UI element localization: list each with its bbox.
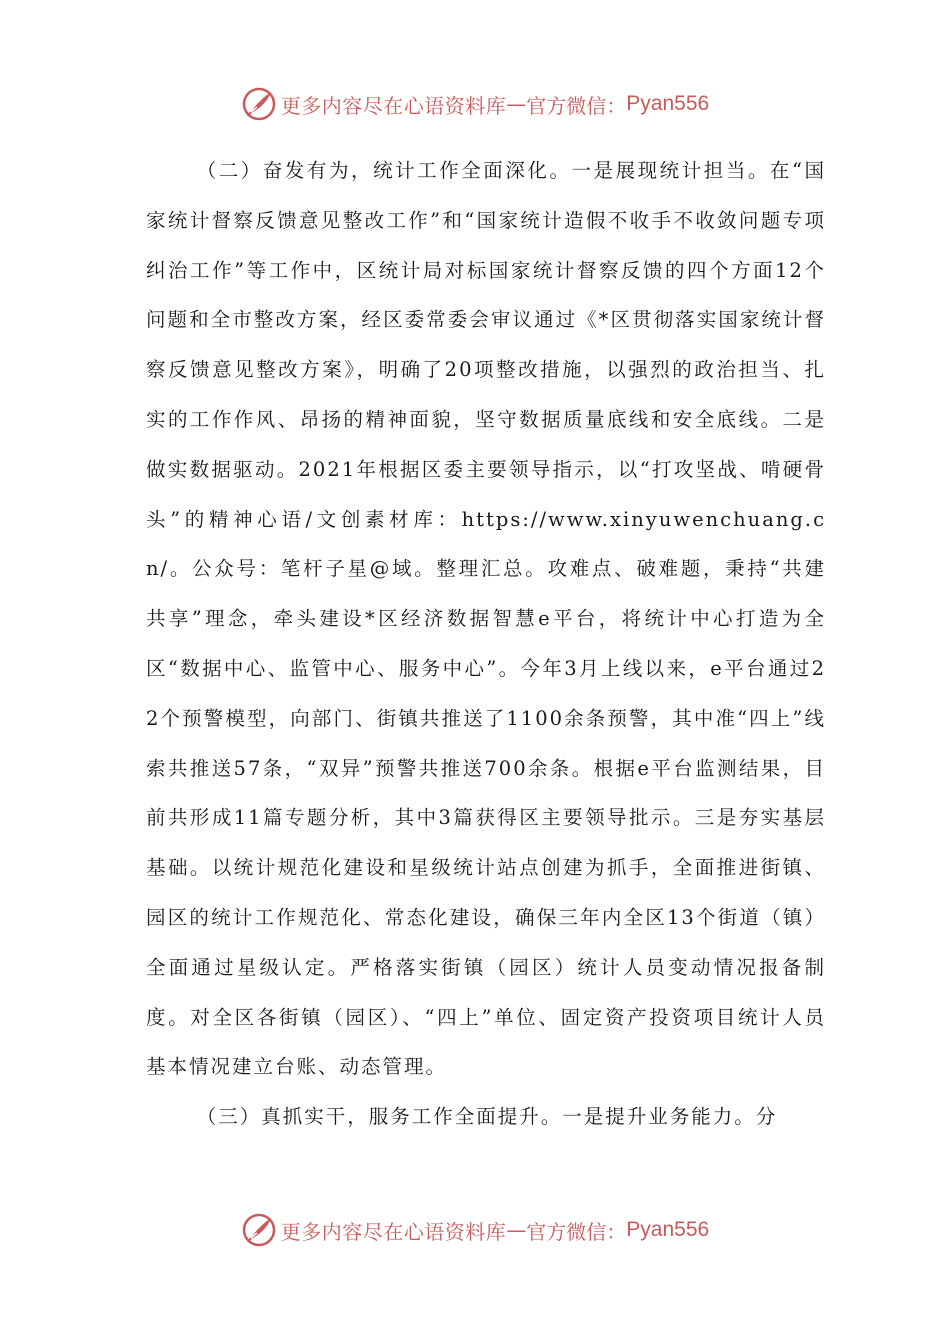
banner-title: 更多内容尽在心语资料库 bbox=[280, 1219, 507, 1244]
banner-wechat-id: Pyan556 bbox=[626, 1218, 710, 1241]
header-banner bbox=[0, 82, 950, 126]
paragraph-section-three: （三）真抓实干，服务工作全面提升。一是提升业务能力。分 bbox=[196, 1105, 778, 1129]
banner-wechat-label: 官方微信： bbox=[526, 93, 627, 118]
banner-title: 更多内容尽在心语资料库 bbox=[280, 93, 507, 118]
banner-separator: — bbox=[506, 1218, 527, 1242]
document-body bbox=[146, 146, 826, 1142]
banner-wechat-id: Pyan556 bbox=[626, 92, 710, 115]
banner-wechat-label: 官方微信： bbox=[526, 1219, 627, 1244]
banner-separator: — bbox=[506, 92, 527, 116]
paragraph-section-two: （二）奋发有为，统计工作全面深化。一是展现统计担当。在“国家统计督察反馈意见整改工作”和“国家统计造假不收手不收敛问题专项纠治工作”等工作中，区统计局对标国家统计督察反馈的四个方面12个问题和全市整改方案，经区委常委会审议通过《*区贯彻落实国家统计督察反馈意见整改方案》，明确了20项整改措施，以强烈的政治担当、扎实的工作作风、昂扬的精神面貌，坚守数据质量底线和安全底线。二是做实数据驱动。2021年根据区委主要领导指示，以“打攻坚战、啃硬骨头”的精神心语/文创素材库：https://www.xinyuwenchuang.cn/。公众号：笔杆子星@域。整理汇总。攻难点、破难题，秉持“共建共享”理念，牵头建设*区经济数据智慧e平台，将统计中心打造为全区“数据中心、监管中心、服务中心”。今年3月上线以来，e平台通过22个预警模型，向部门、街镇共推送了1100余条预警，其中准“四上”线索共推送57条，“双异”预警共推送700余条。根据e平台监测结果，目前共形成11篇专题分析，其中3篇获得区主要领导批示。三是夯实基层基础。以统计规范化建设和星级统计站点创建为抓手，全面推进街镇、园区的统计工作规范化、常态化建设，确保三年内全区13个街道（镇）全面通过星级认定。严格落实街镇（园区）统计人员变动情况报备制度。对全区各街镇（园区）、“四上”单位、固定资产投资项目统计人员基本情况建立台账、动态管理。 bbox=[146, 159, 826, 1079]
footer-banner bbox=[0, 1208, 950, 1252]
quill-pen-logo-icon bbox=[241, 86, 277, 122]
quill-pen-logo-icon bbox=[241, 1212, 277, 1248]
